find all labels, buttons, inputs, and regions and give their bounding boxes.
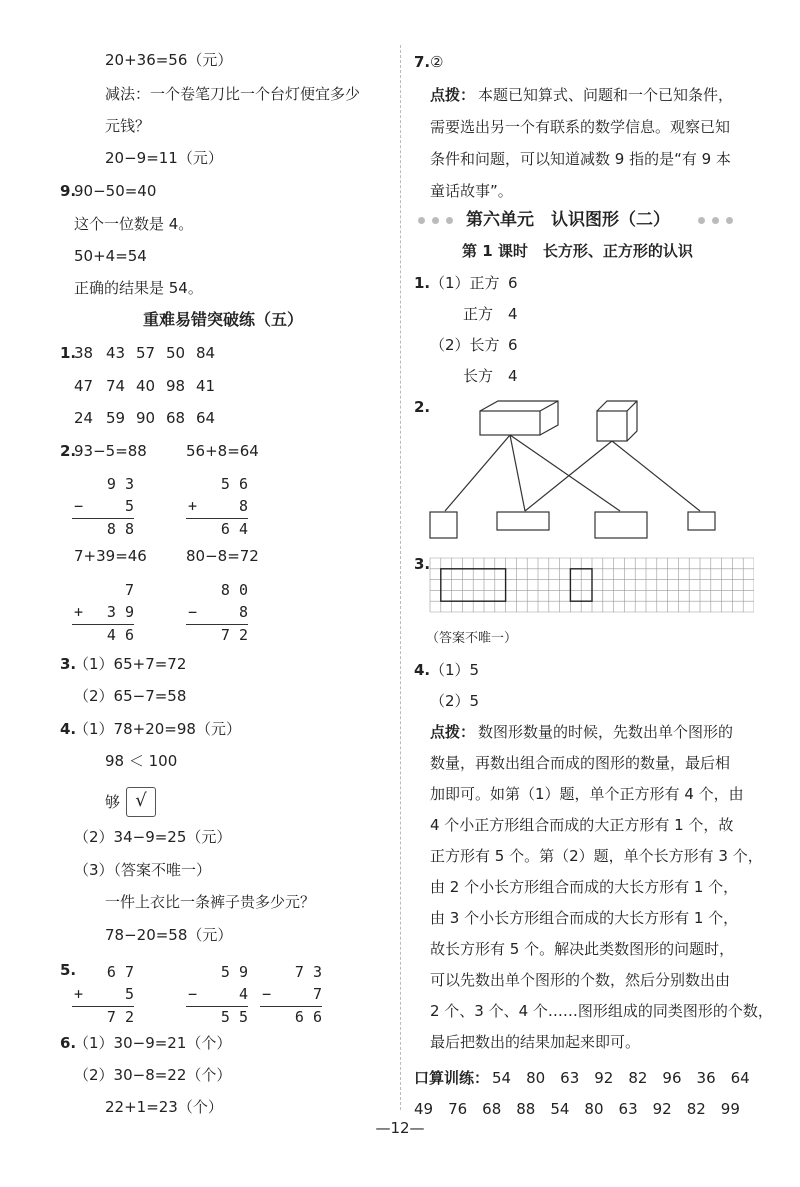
- r-q1-a-value: 6: [508, 274, 518, 292]
- vertical-top-operand: 6 7: [106, 963, 134, 981]
- vertical-bottom-operand: 5: [124, 497, 134, 515]
- title-dot: [726, 217, 733, 224]
- section-title: 重难易错突破练（五）: [143, 310, 304, 329]
- vertical-result: 6 4: [220, 520, 248, 538]
- vertical-bottom-operand: 7: [312, 985, 322, 1003]
- r-q3-note: （答案不唯一）: [426, 631, 518, 646]
- rectangle-face-icon: [595, 512, 647, 538]
- r-q4-hint-line: 由 3 个小长方形组合而成的大长方形有 1 个，: [430, 909, 739, 927]
- q7-hint-line2: 需要选出另一个有联系的数学信息。观察已知: [430, 118, 731, 136]
- q1-number-cell: 64: [196, 409, 216, 427]
- r-q4-hint-line: 数图形数量的时候，先数出单个图形的: [478, 723, 734, 741]
- q7-answer: ②: [430, 53, 444, 71]
- q7-hint-line3: 条件和问题，可以知道减数 9 指的是“有 9 本: [430, 150, 731, 168]
- r-q4-part2: （2）5: [430, 692, 480, 710]
- r-q1-d-label: 长方: [463, 367, 494, 385]
- q4-part2: （2）34−9=25（元）: [74, 828, 232, 846]
- q2-eq4: 80−8=72: [186, 547, 259, 565]
- q9-line2: 这个一位数是 4。: [74, 215, 194, 233]
- rectangle-face-icon: [688, 512, 715, 530]
- q1-number: 1.: [60, 344, 77, 362]
- subtraction-question-cont: 元钱？: [105, 117, 151, 135]
- vertical-result: 4 6: [106, 626, 134, 644]
- title-dot: [698, 217, 705, 224]
- r-q1-a-label: （1）正方: [430, 274, 500, 292]
- vertical-top-operand: 8 0: [220, 581, 248, 599]
- q1-number-cell: 74: [106, 377, 126, 395]
- r-q4-hint-line: 加即可。如第（1）题，单个正方形有 4 个，由: [430, 785, 744, 803]
- vertical-top-operand: 5 9: [220, 963, 248, 981]
- r-q4-hint-line: 由 2 个小长方形组合而成的大长方形有 1 个，: [430, 878, 739, 896]
- q1-number-cell: 43: [106, 344, 126, 362]
- subtraction-question: 减法：一个卷笔刀比一个台灯便宜多少: [105, 85, 361, 103]
- rectangle-face-icon: [497, 512, 549, 530]
- q1-number-cell: 24: [74, 409, 94, 427]
- q7-hint-label: 点拨：: [430, 86, 476, 104]
- vertical-top-operand: 7: [124, 581, 134, 599]
- q3-part2: （2）65−7=58: [74, 687, 187, 705]
- title-dot: [712, 217, 719, 224]
- r-q4-hint-line: 正方形有 5 个。第（2）题，单个长方形有 3 个，: [430, 847, 763, 865]
- r-q4-hint-line: 4 个小正方形组合而成的大正方形有 1 个，故: [430, 816, 734, 834]
- q1-number-cell: 57: [136, 344, 156, 362]
- vertical-operator: +: [74, 985, 84, 1003]
- vertical-result: 5 5: [220, 1008, 248, 1026]
- vertical-operator: −: [262, 985, 272, 1003]
- q4-part3: （3）（答案不唯一）: [74, 861, 212, 879]
- r-q1-number: 1.: [414, 274, 431, 292]
- vertical-top-operand: 5 6: [220, 475, 248, 493]
- unit-title: 第六单元 认识图形（二）: [466, 210, 670, 230]
- r-q1-b-label: 正方: [463, 305, 494, 323]
- cuboid-icon: [480, 401, 558, 435]
- q6-part1: （1）30−9=21（个）: [74, 1034, 232, 1052]
- vertical-operator: +: [188, 497, 198, 515]
- q1-number-cell: 98: [166, 377, 186, 395]
- vertical-operator: +: [74, 603, 84, 621]
- q2-number: 2.: [60, 442, 77, 460]
- lesson-title: 第 1 课时 长方形、正方形的认识: [462, 242, 693, 260]
- q7-hint-line4: 童话故事”。: [430, 182, 513, 200]
- matching-diagram: [420, 395, 750, 540]
- page-number: —12—: [375, 1119, 425, 1137]
- q6-line3: 22+1=23（个）: [105, 1098, 223, 1116]
- column-divider: [400, 45, 401, 1110]
- r-q4-hint-label: 点拨：: [430, 723, 476, 741]
- vertical-operator: −: [74, 497, 84, 515]
- vertical-bottom-operand: 4: [238, 985, 248, 1003]
- r-q4-part1: （1）5: [430, 661, 480, 679]
- r-q4-hint-line: 最后把数出的结果加起来即可。: [430, 1033, 641, 1051]
- q6-number: 6.: [60, 1034, 77, 1052]
- vertical-bottom-operand: 5: [124, 985, 134, 1003]
- square-face-icon: [430, 512, 457, 538]
- q1-number-cell: 50: [166, 344, 186, 362]
- vertical-top-operand: 7 3: [294, 963, 322, 981]
- q4-answer: 78−20=58（元）: [105, 926, 233, 944]
- q7-number: 7.: [414, 53, 431, 71]
- vertical-operator: −: [188, 985, 198, 1003]
- r-q4-hint-line: 故长方形有 5 个。解决此类数图形的问题时，: [430, 940, 735, 958]
- vertical-result: 7 2: [106, 1008, 134, 1026]
- q4-enough-label: 够: [105, 793, 121, 811]
- q4-compare: 98 ＜ 100: [105, 752, 178, 770]
- title-dot: [432, 217, 439, 224]
- q9-number: 9.: [60, 182, 77, 200]
- q2-eq1: 93−5=88: [74, 442, 147, 460]
- grid-paper: [428, 556, 754, 620]
- q9-line4: 正确的结果是 54。: [74, 279, 203, 297]
- r-q2-number: 2.: [414, 398, 431, 416]
- r-q1-c-label: （2）长方: [430, 336, 500, 354]
- vertical-operator: −: [188, 603, 198, 621]
- q1-number-cell: 47: [74, 377, 94, 395]
- q2-eq3: 7+39=46: [74, 547, 147, 565]
- q9-line3: 50+4=54: [74, 247, 147, 265]
- r-q4-hint-line: 数量，再数出组合而成的图形的数量，最后相: [430, 754, 731, 772]
- vertical-bottom-operand: 8: [238, 497, 248, 515]
- q5-number: 5.: [60, 961, 77, 979]
- vertical-bottom-operand: 3 9: [106, 603, 134, 621]
- check-box: √: [126, 787, 156, 817]
- q4-question: 一件上衣比一条裤子贵多少元？: [105, 893, 316, 911]
- r-q1-b-value: 4: [508, 305, 518, 323]
- oral-row1: 54 80 63 92 82 96 36 64: [492, 1069, 750, 1087]
- q4-number: 4.: [60, 720, 77, 738]
- q3-part1: （1）65+7=72: [74, 655, 187, 673]
- q1-number-cell: 68: [166, 409, 186, 427]
- q3-number: 3.: [60, 655, 77, 673]
- r-q1-d-value: 4: [508, 367, 518, 385]
- q9-eq: 90−50=40: [74, 182, 157, 200]
- line-20-9: 20−9=11（元）: [105, 149, 223, 167]
- vertical-result: 6 6: [294, 1008, 322, 1026]
- title-dot: [418, 217, 425, 224]
- r-q4-hint-line: 可以先数出单个图形的个数，然后分别数出由: [430, 971, 731, 989]
- vertical-bottom-operand: 8: [238, 603, 248, 621]
- q6-part2: （2）30−8=22（个）: [74, 1066, 232, 1084]
- r-q4-hint-line: 2 个、3 个、4 个……图形组成的同类图形的个数，: [430, 1002, 773, 1020]
- oral-label: 口算训练：: [414, 1069, 490, 1087]
- q1-number-cell: 90: [136, 409, 156, 427]
- vertical-result: 8 8: [106, 520, 134, 538]
- q4-part1: （1）78+20=98（元）: [74, 720, 241, 738]
- q7-hint-line1: 本题已知算式、问题和一个已知条件，: [478, 86, 734, 104]
- title-dot: [446, 217, 453, 224]
- q1-number-cell: 41: [196, 377, 216, 395]
- q1-number-cell: 40: [136, 377, 156, 395]
- oral-row2: 49 76 68 88 54 80 63 92 82 99: [414, 1100, 740, 1118]
- r-q3-number: 3.: [414, 555, 431, 573]
- q1-number-cell: 84: [196, 344, 216, 362]
- vertical-top-operand: 9 3: [106, 475, 134, 493]
- cube-icon: [597, 401, 637, 441]
- q1-number-cell: 59: [106, 409, 126, 427]
- r-q1-c-value: 6: [508, 336, 518, 354]
- q2-eq2: 56+8=64: [186, 442, 259, 460]
- vertical-result: 7 2: [220, 626, 248, 644]
- q1-number-cell: 38: [74, 344, 94, 362]
- r-q4-number: 4.: [414, 661, 431, 679]
- line-20-36: 20+36=56（元）: [105, 51, 233, 69]
